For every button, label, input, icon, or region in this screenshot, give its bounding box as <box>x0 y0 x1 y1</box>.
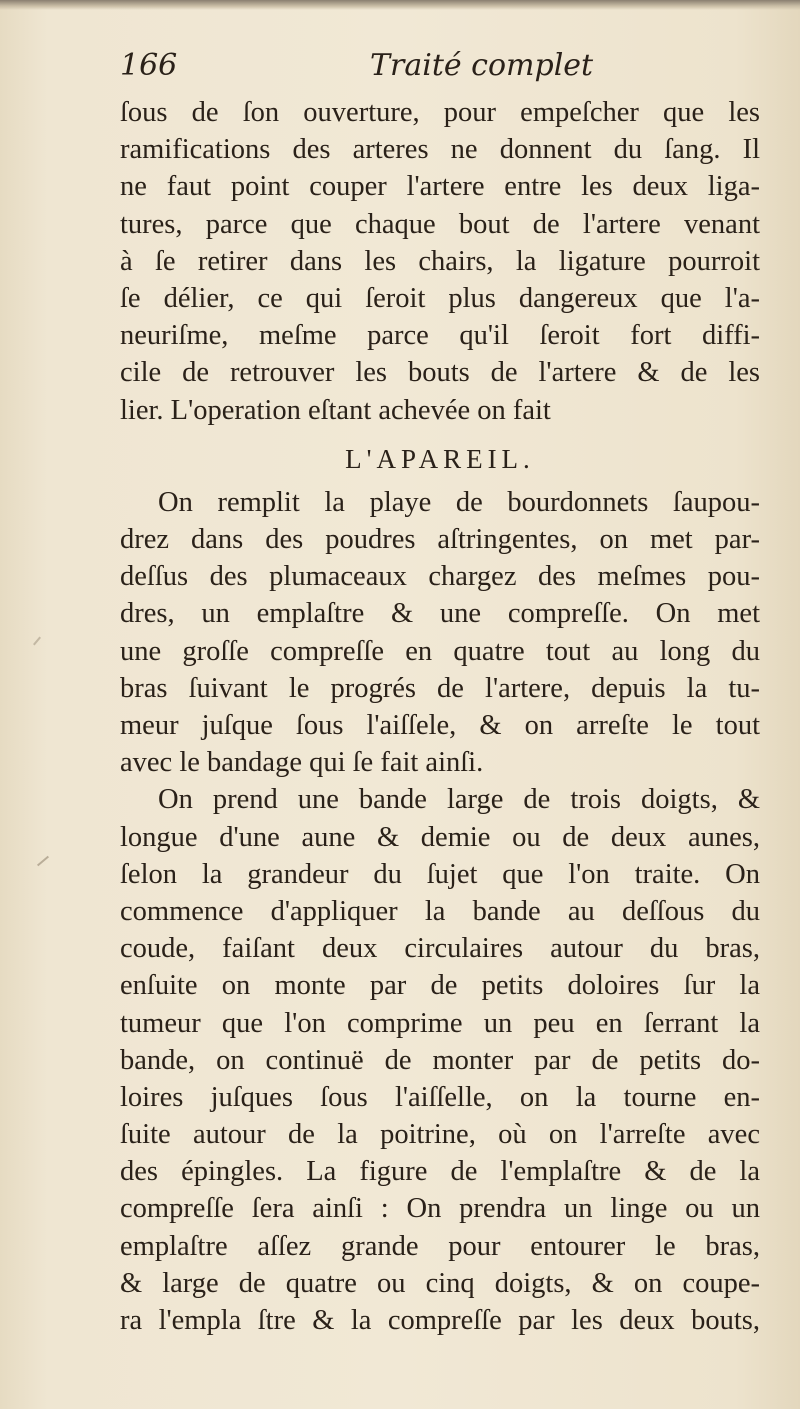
text-line: ra l'empla ſtre & la compreſſe par les deux bouts, <box>120 1305 760 1336</box>
text-line: enſuite on monte par de petits doloires ſur la <box>120 970 760 1002</box>
margin-pencil-mark <box>33 637 41 646</box>
running-title: Traité complet <box>370 48 594 83</box>
text-line: cile de retrouver les bouts de l'artere & de les <box>120 357 760 389</box>
text-line: longue d'une aune & demie ou de deux aunes, <box>120 821 760 853</box>
text-line: deſſus des plumaceaux chargez des meſmes pou- <box>120 561 760 593</box>
page-number: 166 <box>120 48 178 83</box>
body-text <box>120 94 760 1339</box>
text-line: drez dans des poudres aſtringentes, on met par- <box>120 524 760 556</box>
text-line: ſelon la grandeur du ſujet que l'on traite. On <box>120 858 760 890</box>
text-line: emplaſtre aſſez grande pour entourer le bras, <box>120 1230 760 1262</box>
page-header <box>120 48 760 92</box>
text-line: loires juſques ſous l'aiſſelle, on la tourne en- <box>120 1081 760 1113</box>
text-line: On prend une bande large de trois doigts, & <box>158 784 760 816</box>
text-line: & large de quatre ou cinq doigts, & on coupe- <box>120 1267 760 1299</box>
text-line: ſuite autour de la poitrine, où on l'arreſte avec <box>120 1119 760 1151</box>
section-heading: L'APAREIL. <box>345 443 535 474</box>
text-line: avec le bandage qui ſe fait ainſi. <box>120 747 484 779</box>
text-line: à ſe retirer dans les chairs, la ligature pourroit <box>120 245 760 277</box>
paragraph-3 <box>120 781 760 1339</box>
margin-pencil-mark <box>37 856 49 867</box>
text-line: dres, un emplaſtre & une compreſſe. On met <box>120 598 760 630</box>
text-line: tures, parce que chaque bout de l'artere venant <box>120 208 760 240</box>
paragraph-1 <box>120 94 760 429</box>
text-line: bande, on continuë de monter par de petits do- <box>120 1044 760 1076</box>
text-line: compreſſe ſera ainſi : On prendra un linge ou un <box>120 1193 760 1225</box>
text-line: des épingles. La figure de l'emplaſtre & de la <box>120 1156 760 1188</box>
text-line: neuriſme, meſme parce qu'il ſeroit fort diffi- <box>120 320 760 352</box>
text-line: commence d'appliquer la bande au deſſous du <box>120 895 760 927</box>
text-line: lier. L'operation eſtant achevée on fait <box>120 394 551 426</box>
text-line: coude, faiſant deux circulaires autour du bras, <box>120 933 760 965</box>
text-line: ramifications des arteres ne donnent du ſang. Il <box>120 134 760 166</box>
text-line: ſe délier, ce qui ſeroit plus dangereux que l'a- <box>120 282 760 314</box>
paragraph-2 <box>120 484 760 782</box>
text-line: ſous de ſon ouverture, pour empeſcher que les <box>120 97 760 128</box>
text-line: meur juſque ſous l'aiſſele, & on arreſte le tout <box>120 710 760 741</box>
text-line: une groſſe compreſſe en quatre tout au long du <box>120 635 760 667</box>
text-line: bras ſuivant le progrés de l'artere, depuis la tu- <box>120 672 760 704</box>
text-line: tumeur que l'on comprime un peu en ſerrant la <box>120 1007 760 1039</box>
page-top-edge <box>0 0 800 10</box>
text-line: ne faut point couper l'artere entre les deux liga- <box>120 171 760 203</box>
text-line: On remplit la playe de bourdonnets ſaupou- <box>158 486 760 518</box>
